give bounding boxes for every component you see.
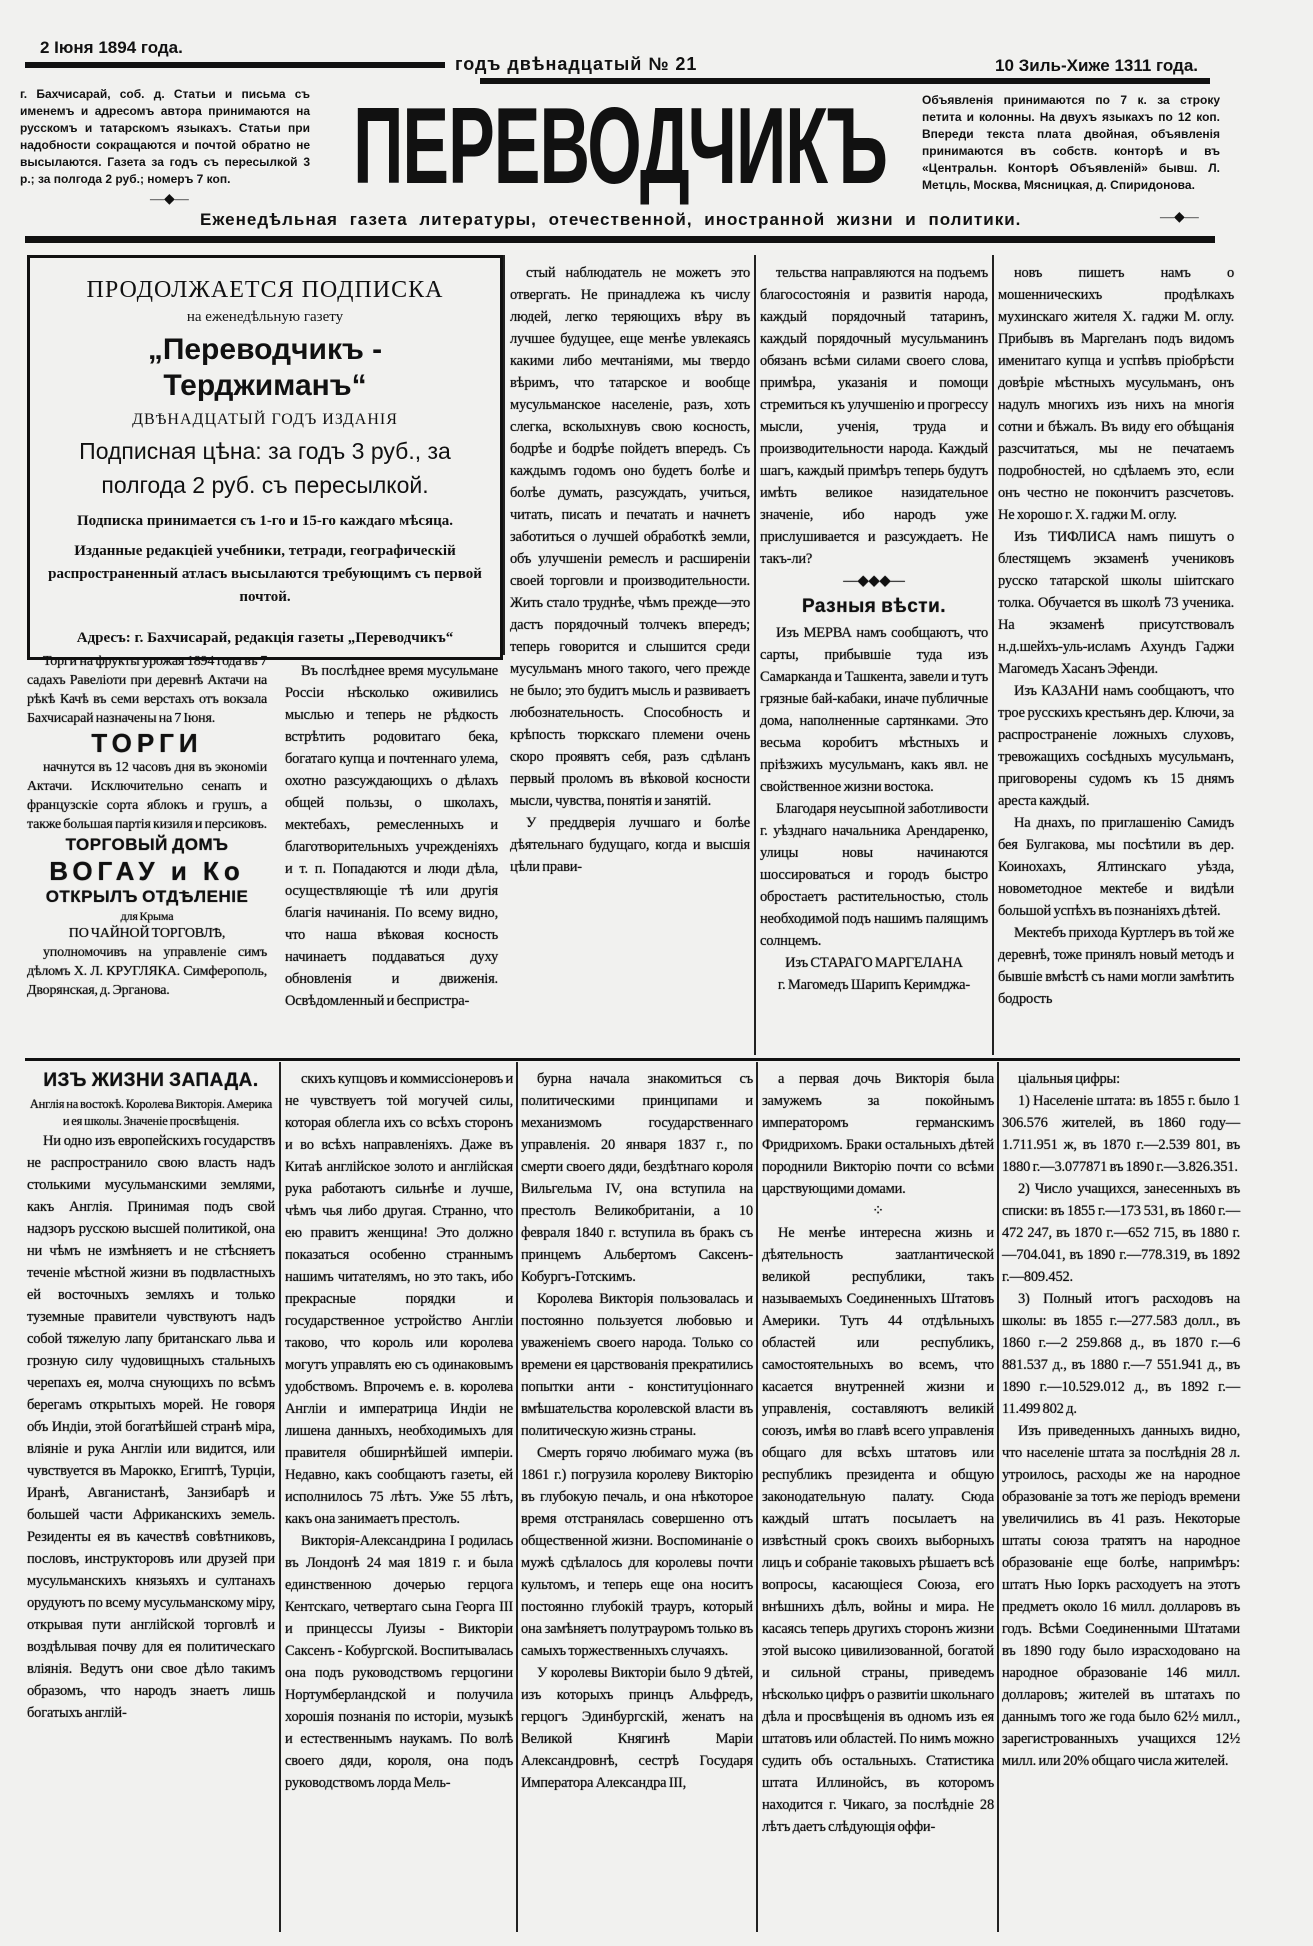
subscription-ad-box <box>27 255 503 660</box>
article-paragraph: новъ пишетъ намъ о мошенническихъ продѣлкахъ мухинскаго жителя Х. гаджи М. оглу. Прибывъ въ Маргеланъ подъ видомъ именитаго купца и успѣвъ пріобрѣсти довѣріе мѣстныхъ мусульманъ, онъ надулъ многихъ изъ нихъ на многія сотни и бѣжалъ. Въ виду его обѣщанія разсчитаться, мы не печатаемъ подробностей, но сдѣлаемъ это, если онъ честно не покончитъ разсчетовъ. Не хорошо г. Х. гаджи М. оглу. <box>998 265 1234 523</box>
upper-col2 <box>285 660 498 1012</box>
lower-col5 <box>1002 1068 1240 1772</box>
column-divider <box>756 1062 758 1932</box>
article-paragraph: ПО ЧАЙНОЙ ТОРГОВЛѢ, <box>68 926 226 941</box>
article-paragraph: Въ послѣднее время мусульмане Россіи нѣсколько оживились мыслью и теперь не рѣдкость встрѣтить родовитаго бека, богатаго купца и почтеннаго улема, охотно разсуждающихъ о дѣлахъ общей пользы, о школахъ, мектебахъ, ремесленныхъ и благотворительныхъ учрежденіяхъ и т. п. Попадаются и люди дѣла, осуществляющіе тѣ или другія благія начинанія. По всему видно, что наша вѣковая косность начинаетъ поддаваться духу обновленія и движенія. Освѣдомленный и беспристра- <box>285 663 498 1009</box>
masthead-rule-left <box>25 62 445 68</box>
column-divider <box>279 1062 281 1932</box>
issue-number: годъ двѣнадцатый № 21 <box>455 54 698 74</box>
article-paragraph: —◆◆◆— <box>843 573 905 589</box>
ad-address: Адресъ: г. Бахчисарай, редакція газеты „Переводчикъ“ <box>76 630 454 646</box>
subtitle: Еженедѣльная газета литературы, отечественной, иностранной жизни и политики. <box>200 210 1022 229</box>
newspaper-title: ПЕРЕВОДЧИКЪ <box>353 85 887 207</box>
column-divider <box>754 255 756 1055</box>
article-heading: ОТКРЫЛЪ ОТДѢЛЕНІЕ <box>45 887 249 906</box>
article-paragraph: У преддверія лучшаго и болѣе дѣятельнаго будущаго, когда и высшія цѣли прави- <box>510 815 750 875</box>
article-paragraph: Изъ МЕРВА намъ сообщаютъ, что сарты, прибывшіе туда изъ Самарканда и Ташкента, завели и тутъ грязные бай-кабаки, иначе публичные дома, наполненные сартянками. Это весьма коробитъ мѣстныхъ и пріѣзжихъ мусульманъ, какъ явл. не свойственное жизни востока. <box>760 625 988 795</box>
advert-rates-notice: Объявленія принимаются по 7 к. за строку петита и колонны. На двухъ языкахъ по 12 коп. Впереди текста плата двойная, объявленія принимаются въ собств. конторѣ и въ «Центральн. Конторѣ Объявленій» бывш. Л. Метцль, Москва, Мясницкая, д. Спиридонова. <box>922 93 1220 192</box>
article-paragraph: тельства направляются на подъемъ благосостоянія и развитія народа, каждый порядочный татаринъ, каждый порядочный мусульманинъ обязанъ всѣми силами своего слова, примѣра, указанія и помощи стремиться къ улучшенію и прогрессу мысли, ученія, труда и производительности народа. Каждый шагъ, каждый примѣръ теперь будутъ имѣть великое назидательное значеніе, ибо народъ уже прислушивается и разсуждаетъ. Не такъ-ли? <box>760 265 988 567</box>
article-paragraph: 1) Населеніе штата: въ 1855 г. было 1 306.576 жителей, въ 1860 году—1.711.951 ж, въ 1870 г.—2.539 801, въ 1880 г.—3.077871 въ 1890 г.—3.826.351. <box>1002 1093 1240 1175</box>
article-paragraph: а первая дочь Викторія была замужемъ за покойнымъ императоромъ германскимъ Фридрихомъ. Браки остальныхъ дѣтей породнили Викторію почти со всѣми царствующими домами. <box>762 1071 994 1197</box>
upper-col3 <box>510 262 750 878</box>
ad-line: Изданные редакціей учебники, тетради, географическій распространенный атласъ высылаются требующимъ съ первой почтой. <box>48 543 482 605</box>
column-divider <box>997 1062 999 1932</box>
date-gregorian: 2 Іюня 1894 года. <box>40 38 183 57</box>
column-divider <box>992 255 994 1055</box>
column-divider <box>516 1062 518 1932</box>
article-heading: ТОРГИ <box>91 728 203 758</box>
article-paragraph: Изъ СТАРАГО МАРГЕЛАНА <box>785 955 963 971</box>
lower-col4 <box>762 1068 994 1838</box>
article-heading: ИЗЪ ЖИЗНИ ЗАПАДА. <box>43 1070 259 1091</box>
article-paragraph: г. Магомедъ Шарипъ Керимджа- <box>777 977 971 993</box>
ad-line: на еженедѣльную газету <box>186 309 344 325</box>
masthead-bottom-rule <box>25 236 1215 243</box>
article-paragraph: Англія на востокѣ. Королева Викторія. Америка и ея школы. Значеніе просвѣщенія. <box>29 1097 273 1128</box>
ad-heading: ПРОДОЛЖАЕТСЯ ПОДПИСКА <box>86 277 444 303</box>
article-paragraph: Викторія-Александрина I родилась въ Лондонѣ 24 мая 1819 г. и была единственною дочерью герцога Кентскаго, четвертаго сына Георга III и принцессы Луизы - Викторіи Саксенъ - Кобургской. Воспитывалась она подъ руководствомъ герцогини Нортумберландской и получила хорошія познанія по исторіи, музыкѣ и естественнымъ наукамъ. По волѣ своего дяди, короля, она подъ руководствомъ лорда Мель- <box>285 1533 513 1791</box>
article-paragraph: Ни одно изъ европейскихъ государствъ не распространило свою власть надъ столькими мусульманскими землями, какъ Англія. Принимая подъ свой надзоръ русскою высшей политикой, она ни чѣмъ не измѣняетъ и не стѣсняетъ теченіе мѣстной жизни въ подвластныхъ ей восточныхъ земляхъ и только туземные правители чувствуютъ надъ собой тяжелую лапу британскаго льва и грозную силу чудовищныхъ стальныхъ черепахъ ея, молча снующихъ по всѣмъ берегамъ открытыхъ морей. Не говоря объ Индіи, этой богатѣйшей странѣ міра, вліяніе и рука Англіи или видится, или чувствуется въ Марокко, Египтѣ, Турціи, Иранѣ, Авганистанѣ, Занзибарѣ и большей части Африканскихъ земель. Резиденты ея въ качествѣ совѣтниковъ, пословъ, инструкторовъ или друзей при мусульманскихъ князьяхъ и султанахъ орудуютъ по всему мусульманскому міру, открывая пути англійской торговлѣ и воздѣлывая почву для ея политическаго вліянія. Ведутъ они свое дѣло такимъ образомъ, что народъ знаетъ лишь богатыхъ англій- <box>27 1133 275 1721</box>
column-divider <box>503 255 505 655</box>
article-paragraph: ⁘ <box>872 1203 884 1219</box>
article-paragraph: стый наблюдатель не можетъ это отвергать. Не принадлежа къ числу людей, легко теряющихъ вѣру въ лучшее будущее, еще менѣе увлекаясь какими либо мечтаніями, мы твердо вѣримъ, что татарское и вообще мусульманское населеніе, разъ, хоть слегка, всколыхнувъ свою косность, бодрѣе и бодрѣе пойдетъ впередъ. Съ каждымъ годомъ оно будетъ болѣе и болѣе думать, разсуждать, учиться, читать, писать и печатать и начнетъ заботиться о лучшей обработкѣ земли, объ улучшеніи ремеслъ и расширеніи своей торговли и производительности. Жить стало труднѣе, чѣмъ прежде—это дастъ порядочный толчекъ впередъ; теперь говорится и слышится среди мусульманъ много такого, чего прежде не было; это будитъ мысль и развиваетъ любознательность. Способность и крѣпость тюркскаго племени очень скоро проявятъ себя, разъ сдѣланъ первый проломъ въ вѣковой косности мысли, чувства, понятія и занятій. <box>510 265 750 809</box>
article-paragraph: Смерть горячо любимаго мужа (въ 1861 г.) погрузила королеву Викторію въ глубокую печаль, и она нѣкоторое время отстранялась совершенно отъ общественной жизни. Воспоминаніе о мужѣ сдѣлалось для королевы почти культомъ, и теперь еще она носитъ постоянно глубокій трауръ, который она замѣняетъ полутрауромъ только въ самыхъ торжественныхъ случаяхъ. <box>521 1445 753 1659</box>
article-paragraph: Изъ ТИФЛИСА намъ пишутъ о блестящемъ экзаменѣ учениковъ русско татарской школы шіитскаго толка. Обучается въ школѣ 73 ученика. На экзаменѣ присутствовалъ н.д.шейхъ-уль-исламъ Ахундъ Гаджи Магомедъ Хасанъ Эфенди. <box>998 529 1234 677</box>
article-paragraph: Изъ приведенныхъ данныхъ видно, что населеніе штата за послѣднія 28 л. утроилось, расходы же на народное образованіе за тотъ же періодъ времени увеличились въ 41 разъ. Некоторые штаты союза тратятъ на народное образованіе еще болѣе, напримѣръ: штатъ Нью Іоркъ расходуетъ на этотъ предметъ около 16 милл. долларовъ въ годъ. Всѣми Соединенными Штатами въ 1890 году было израсходовано на народное образованіе 146 милл. долларовъ; жителей въ штатахъ по даннымъ того же года было 62½ милл., зарегистрованныхъ учащихся 12½ милл. или 20% общаго числа жителей. <box>1002 1423 1240 1769</box>
article-heading: ТОРГОВЫЙ ДОМЪ <box>65 835 229 854</box>
ornament: —◆— <box>150 192 189 207</box>
lower-col1 <box>27 1066 275 1724</box>
masthead-rule-right <box>480 78 1210 84</box>
article-paragraph: 3) Полный итогъ расходовъ на школы: въ 1855 г.—277.583 долл., въ 1860 г.—2 259.868 д., въ 1870 г.—6 881.537 д., въ 1880 г.—7 551.941 д., въ 1890 г.—10.529.012 д., въ 1892 г.—11.499 802 д. <box>1002 1291 1240 1417</box>
upper-col5 <box>998 262 1234 1010</box>
article-paragraph: Торги на фрукты урожая 1894 года въ 7 садахъ Равеліоти при деревнѣ Актачи на рѣкѣ Качѣ въ семи верстахъ отъ вокзала Бахчисарай назначены на 7 Іюня. <box>27 654 267 726</box>
article-paragraph: ціальныя цифры: <box>1018 1071 1120 1087</box>
article-paragraph: Изъ КАЗАНИ намъ сообщаютъ, что трое русскихъ крестьянъ дер. Ключи, за распространеніе ложныхъ слуховъ, тревожащихъ сосѣдныхъ мусульманъ, приговорены судомъ къ 15 днямъ ареста каждый. <box>998 683 1234 809</box>
article-paragraph: У королевы Викторіи было 9 дѣтей, изъ которыхъ принцъ Альфредъ, герцогъ Эдинбургскій, женатъ на Великой Княгинѣ Маріи Александровнѣ, сестрѣ Государя Императора Александра III, <box>521 1665 753 1791</box>
upper-col1 <box>27 652 267 1000</box>
article-paragraph: Мектебъ прихода Куртлеръ въ той же деревнѣ, тоже принялъ новый методъ и бывшіе вмѣстѣ съ нами могли замѣтить бодрость <box>998 925 1234 1007</box>
article-heading: Разныя вѣсти. <box>801 596 947 617</box>
article-paragraph: начнутся въ 12 часовъ дня въ экономіи Актачи. Исключительно сенапъ и французскіе сорта яблокъ и грушъ, а также большая партія кизиля и персиковъ. <box>27 760 267 832</box>
lower-col2 <box>285 1068 513 1794</box>
ad-line: ДВѢНАДЦАТЫЙ ГОДЪ ИЗДАНІЯ <box>132 411 398 428</box>
ad-price: Подписная цѣна: за годъ 3 руб., за полгода 2 руб. съ пересылкой. <box>79 438 451 498</box>
editorial-notice: г. Бахчисарай, соб. д. Статьи и письма съ именемъ и адресомъ автора принимаются на русскомъ и татарскомъ языкахъ. Статьи при надобности сокращаются и почтой обратно не высылаются. Газета за годъ съ пересылкой 3 р.; за полгода 2 руб.; номеръ 7 коп. <box>20 87 310 186</box>
article-paragraph: Благодаря неусыпной заботливости г. уѣзднаго начальника Арендаренко, улицы новы начинаются шоссироваться и городъ быстро обростаетъ растительностью, столь необходимой подъ нашимъ палящимъ солнцемъ. <box>760 801 988 949</box>
ad-line: Подписка принимается съ 1-го и 15-го каждаго мѣсяца. <box>76 513 454 529</box>
article-paragraph: уполномочивъ на управленіе симъ дѣломъ Х. Л. КРУГЛЯКА. Симферополь, Дворянская, д. Эрганова. <box>27 945 267 998</box>
date-hijri: 10 Зиль-Хиже 1311 года. <box>995 56 1199 75</box>
ad-newspaper-name: „Переводчикъ - Терджиманъ“ <box>147 333 383 402</box>
upper-col4 <box>760 262 988 996</box>
article-paragraph: Королева Викторія пользовалась и постоянно пользуется любовью и уваженіемъ своего народа. Только со времени ея царствованія прекратились попытки анти - конституціоннаго вмѣшательства королевской власти въ политическую жизнь страны. <box>521 1291 753 1439</box>
article-paragraph: Не менѣе интересна жизнь и дѣятельность заатлантической великой республики, такъ называемыхъ Соединенныхъ Штатовъ Америки. Тутъ 44 отдѣльныхъ областей или республикъ, самостоятельныхъ во всемъ, что касается внутренней жизни и управленія, составляютъ великій союзъ, имѣя во главѣ всего управленія общаго для всѣхъ штатовъ или республикъ президента и общую законодательную палату. Сюда каждый штатъ посылаетъ на извѣстный срокъ своихъ выборныхъ лицъ и собраніе таковыхъ рѣшаетъ всѣ вопросы, касающіеся Союза, его внѣшнихъ дѣлъ, войны и мира. Не касаясь теперь другихъ сторонъ жизни этой высоко цивилизованной, богатой и сильной страны, приведемъ нѣсколько цифръ о развитіи школьнаго дѣла и просвѣщенія въ одномъ изъ ея штатовъ или областей. По нимъ можно судить объ остальныхъ. Статистика штата Иллинойсъ, въ которомъ находится г. Чикаго, за послѣдніе 28 лѣтъ даетъ слѣдующія оффи- <box>762 1225 994 1835</box>
article-paragraph: 2) Число учащихся, занесенныхъ въ списки: въ 1855 г.—173 531, въ 1860 г.—472 247, въ 1870 г.—652 715, въ 1880 г.—704.041, въ 1890 г.—778.319, въ 1892 г.—809.452. <box>1002 1181 1240 1285</box>
section-rule <box>25 1058 1240 1061</box>
article-paragraph: бурна начала знакомиться съ политическими принципами и механизмомъ государственнаго управленія. 20 января 1837 г., по смерти своего дяди, бездѣтнаго короля Вильгельма IV, она вступила на престолъ Великобританіи, а 10 февраля 1840 г. вступила въ бракъ съ принцемъ Альбертомъ Саксенъ-Кобургъ-Готскимъ. <box>521 1071 753 1285</box>
article-paragraph: для Крыма <box>120 909 174 923</box>
article-paragraph: скихъ купцовъ и коммиссіонеровъ и не чувствуетъ той могучей силы, которая облегла ихъ со всѣхъ сторонъ и во всѣхъ направленіяхъ. Даже въ Китаѣ англійское золото и англійская рука работаютъ сильнѣе и лучше, чѣмъ чья либо другая. Странно, что ею правитъ женщина! Это должно показаться особенно страннымъ нашимъ читателямъ, но это такъ, ибо прекрасные порядки и государственное устройство Англіи таково, что король или королева могутъ управлять ею съ одинаковымъ удобствомъ. Впрочемъ е. в. королева Англіи и императрица Индіи не лишена данныхъ, необходимыхъ для правителя обширнѣйшей имперіи. Недавно, какъ сообщаютъ газеты, ей исполнилось 75 лѣтъ. Уже 55 лѣтъ, какъ она занимаетъ престолъ. <box>285 1071 513 1527</box>
article-heading: ВОГАУ и Ко <box>49 856 245 886</box>
article-paragraph: На днахъ, по приглашенію Самидъ бея Булгакова, мы посѣтили въ дер. Коинохахъ, Ялтинскаго уѣзда, новометодное мектебе и видѣли большой успѣхъ въ познаніяхъ дѣтей. <box>998 815 1234 919</box>
ornament: —◆— <box>1160 210 1199 225</box>
lower-col3 <box>521 1068 753 1794</box>
